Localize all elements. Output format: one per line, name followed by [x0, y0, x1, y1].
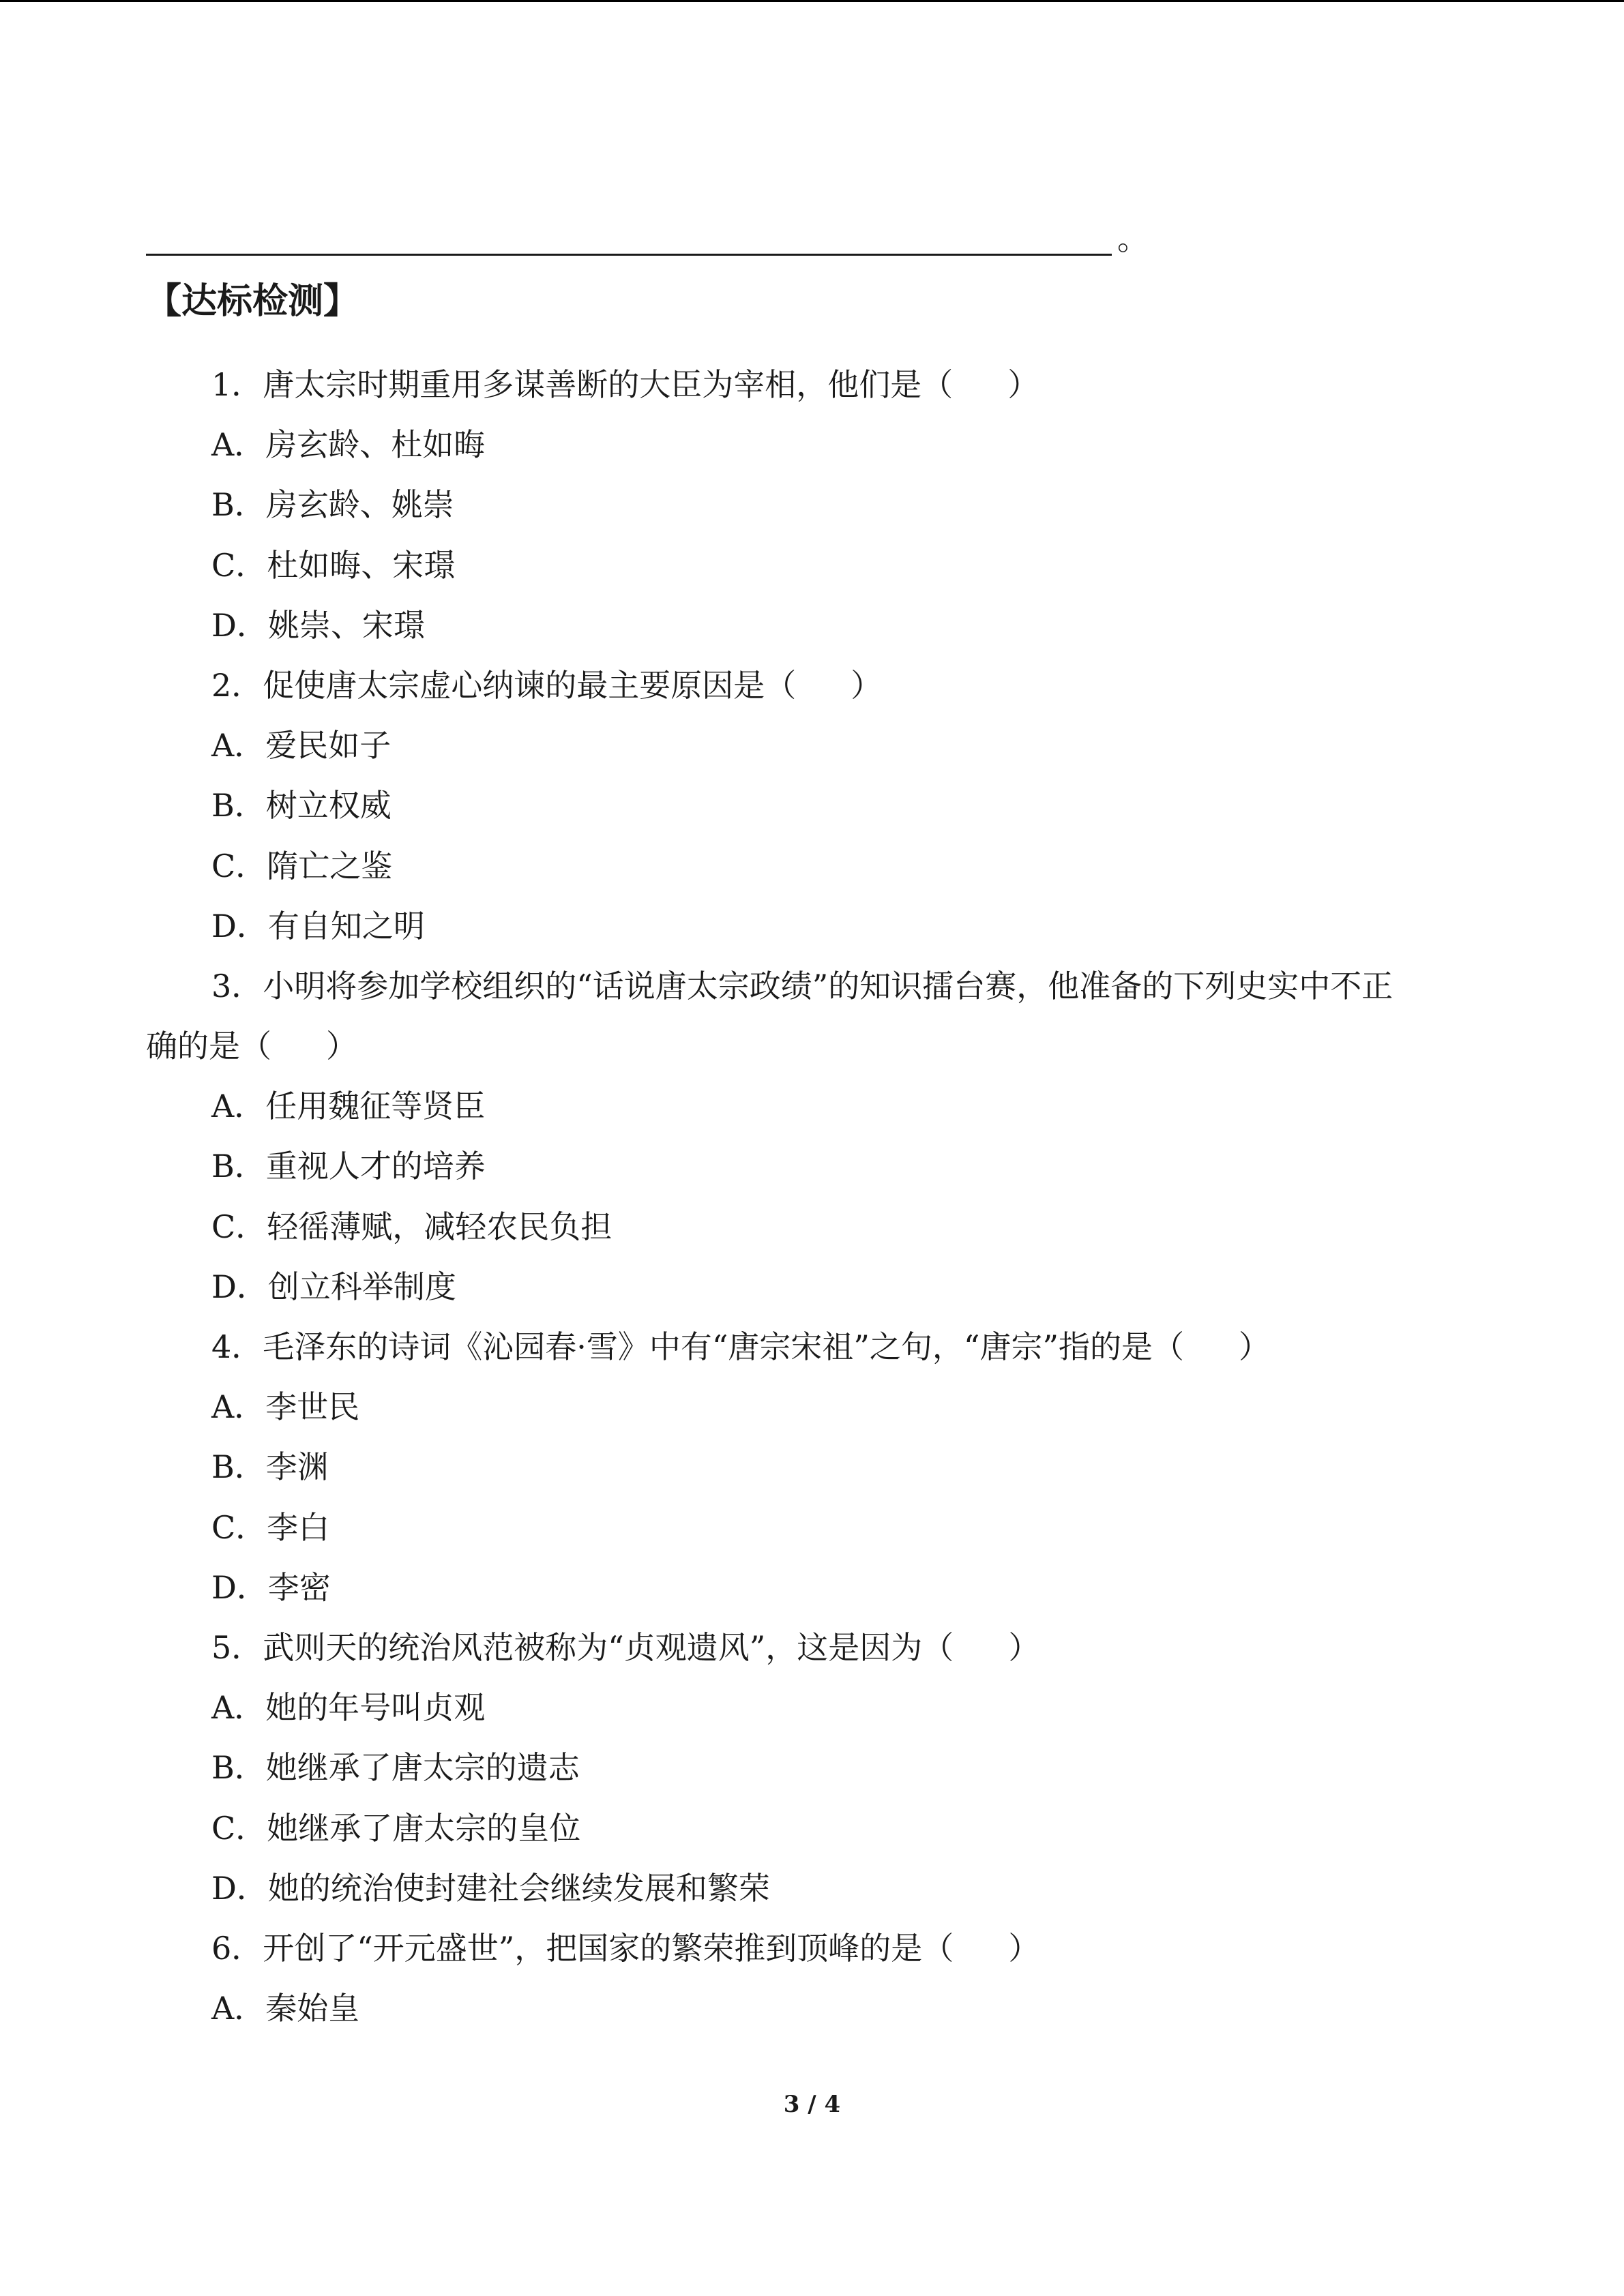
answer-option: D．李密 — [211, 1568, 331, 1606]
answer-line-block — [146, 218, 1155, 259]
question-stem-text: 4．毛泽东的诗词《沁园春·雪》中有“唐宗宋祖”之句，“唐宗”指的是（ — [211, 1328, 1184, 1365]
answer-option: B．重视人才的培养 — [211, 1148, 486, 1185]
question-item — [0, 1617, 1624, 1918]
answer-line-period: 。 — [1117, 220, 1149, 257]
closing-paren: ） — [1008, 1628, 1040, 1666]
answer-option: C．隋亡之鉴 — [211, 847, 393, 884]
question-stem-text: 3．小明将参加学校组织的“话说唐太宗政绩”的知识擂台赛，他准备的下列史实中不正 — [211, 967, 1393, 1004]
closing-paren: ） — [1007, 366, 1039, 403]
answer-option: C．轻徭薄赋，减轻农民负担 — [211, 1208, 612, 1245]
answer-option: A．秦始皇 — [211, 1990, 360, 2027]
closing-paren: ） — [1238, 1328, 1270, 1365]
question-stem-text: 5．武则天的统治风范被称为“贞观遗风”，这是因为（ — [211, 1628, 954, 1666]
top-border-rule — [0, 0, 1624, 2]
question-stem-line — [0, 1016, 1624, 1076]
question-stem-text: 1．唐太宗时期重用多谋善断的大臣为宰相，他们是（ — [211, 366, 954, 403]
question-stem-text: 确的是（ — [146, 1028, 271, 1065]
question-item — [0, 1918, 1624, 2038]
answer-option: B．房玄龄、姚崇 — [211, 486, 454, 524]
closing-paren: ） — [851, 666, 883, 704]
question-item — [0, 355, 1624, 655]
question-stem-text: 2．促使唐太宗虚心纳谏的最主要原因是（ — [211, 666, 797, 704]
question-stem-line — [0, 1317, 1624, 1377]
question-item — [0, 655, 1624, 956]
page-number: 3 / 4 — [783, 2091, 841, 2118]
question-stem-line — [0, 956, 1624, 1016]
closing-paren: ） — [326, 1028, 357, 1065]
answer-option: A．任用魏征等贤臣 — [211, 1088, 486, 1125]
answer-option: C．她继承了唐太宗的皇位 — [211, 1809, 581, 1847]
answer-option: B．她继承了唐太宗的遗志 — [211, 1749, 580, 1787]
answer-option: A．李世民 — [211, 1388, 360, 1426]
answer-option: D．创立科举制度 — [211, 1268, 456, 1305]
question-stem-line — [0, 355, 1624, 415]
question-stem-line — [0, 655, 1624, 715]
answer-option: D．她的统治使封建社会继续发展和繁荣 — [211, 1869, 770, 1907]
answer-option: D．有自知之明 — [211, 907, 425, 944]
answer-option: C．杜如晦、宋璟 — [211, 546, 456, 584]
question-list — [0, 355, 1624, 2038]
answer-option: B．李渊 — [211, 1448, 329, 1486]
answer-option: A．她的年号叫贞观 — [211, 1689, 486, 1727]
answer-option: D．姚崇、宋璟 — [211, 606, 425, 644]
answer-option: A．房玄龄、杜如晦 — [211, 426, 486, 464]
answer-option: B．树立权威 — [211, 787, 392, 824]
question-item — [0, 1317, 1624, 1617]
question-stem-text: 6．开创了“开元盛世”，把国家的繁荣推到顶峰的是（ — [211, 1929, 954, 1967]
answer-option: C．李白 — [211, 1508, 330, 1546]
answer-blank-line — [146, 254, 1112, 256]
closing-paren: ） — [1008, 1929, 1040, 1967]
question-item — [0, 956, 1624, 1317]
question-stem-line — [0, 1617, 1624, 1678]
answer-option: A．爱民如子 — [211, 727, 392, 764]
section-title: 【达标检测】 — [146, 281, 359, 322]
question-stem-line — [0, 1918, 1624, 1978]
